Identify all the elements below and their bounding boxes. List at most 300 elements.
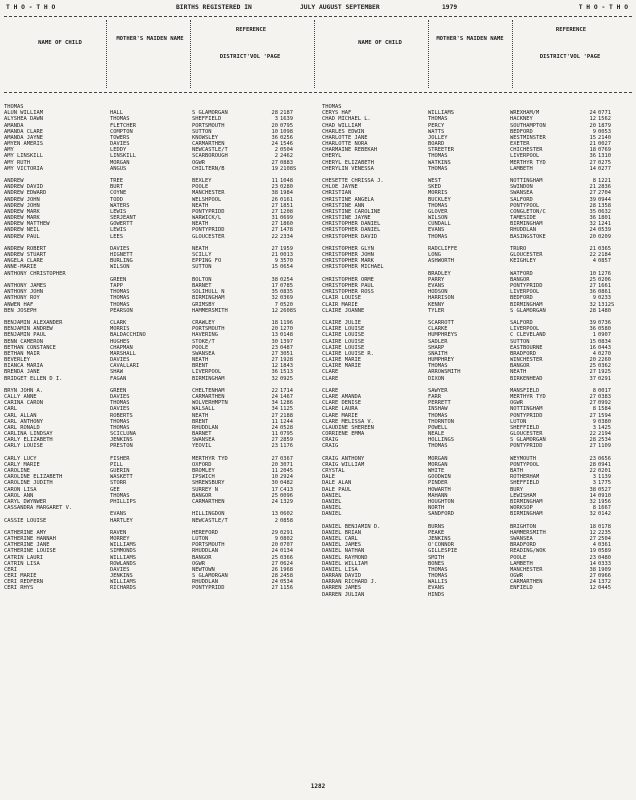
volume: 27 xyxy=(589,536,596,543)
left-district-header: DISTRICT'VOL 'PAGE xyxy=(219,54,281,60)
mother-maiden-name: CLARKE xyxy=(428,326,448,333)
district: SCARBOROUGH xyxy=(192,153,228,160)
child-name: BEN JOSEPH xyxy=(4,307,37,314)
page-ref: 1125 xyxy=(280,406,293,413)
mother-maiden-name: THOMAS xyxy=(110,492,130,499)
child-name: DANIEL RAYMOND xyxy=(322,554,368,561)
volume: 12 xyxy=(589,529,596,536)
child-name: CHRISTINE CAROLINE xyxy=(322,208,381,215)
right-range: T H O - T H O xyxy=(578,4,628,11)
mother-maiden-name: THOMAS xyxy=(428,202,448,209)
mother-maiden-name: PARRY xyxy=(428,276,445,283)
child-name: CLARE xyxy=(322,375,339,382)
page-ref: 0367 xyxy=(280,455,293,462)
district: BIRMINGHAM xyxy=(510,301,543,308)
page-ref: 1851 xyxy=(280,202,293,209)
district: OGWR xyxy=(192,159,205,166)
mother-maiden-name: WHITE xyxy=(428,468,445,475)
page-ref: 0291 xyxy=(598,375,611,382)
child-name: DANIEL JAMES xyxy=(322,542,361,549)
volume: 36 xyxy=(589,153,596,160)
mother-maiden-name: WEST xyxy=(428,178,441,185)
right-reference-header: REFERENCE xyxy=(555,27,587,33)
child-name: ALUN WILLIAM xyxy=(4,110,43,117)
page-ref: 0365 xyxy=(598,245,611,252)
district: NEATH xyxy=(510,369,527,376)
district: CRAWLEY xyxy=(192,320,215,327)
district: CARMARTHEN xyxy=(192,141,225,148)
mother-maiden-name: CHAPMAN xyxy=(110,344,133,351)
page-ref: 2534 xyxy=(598,437,611,444)
child-name: CHRISTINE JAYNE xyxy=(322,215,371,222)
mother-maiden-name: WASKETT xyxy=(110,474,133,481)
mother-maiden-name: COYNE xyxy=(110,190,127,197)
mother-maiden-name: SANDFORD xyxy=(428,511,454,518)
child-name: CLAIR MARIE xyxy=(322,301,358,308)
mother-maiden-name: RADCLIFFE xyxy=(428,245,458,252)
mother-maiden-name: EVANS xyxy=(428,282,445,289)
volume: 14 xyxy=(589,492,596,499)
mother-maiden-name: THOMAS xyxy=(110,424,130,431)
child-name: BENN CAMERON xyxy=(4,338,43,345)
page-ref: 1241 xyxy=(598,221,611,228)
district: OGWR xyxy=(510,400,523,407)
district: BIRMINGHAM xyxy=(510,499,543,505)
child-name: CASSIE LOUISE xyxy=(4,517,47,524)
page-ref: 1329 xyxy=(280,499,293,505)
child-name: DANIEL xyxy=(322,505,342,512)
child-name: ANDREW xyxy=(4,178,24,185)
mother-maiden-name: DAVIES xyxy=(110,406,130,413)
mother-maiden-name: MORGAN xyxy=(428,461,448,468)
volume: 23 xyxy=(589,455,596,462)
mother-maiden-name: THOMAS xyxy=(428,412,448,419)
volume: 29 xyxy=(271,529,278,536)
volume: 27 xyxy=(271,412,278,419)
district: PONTYPOOL xyxy=(510,202,540,209)
right-district-header: DISTRICT'VOL 'PAGE xyxy=(539,54,601,60)
district: IPSWICH xyxy=(192,474,215,481)
mother-maiden-name: BALDACCHINO xyxy=(110,332,146,339)
mother-maiden-name: SIMMONDS xyxy=(110,548,136,555)
page-ref: 1048 xyxy=(280,178,293,185)
district: GLOUCESTER xyxy=(192,233,225,240)
mother-maiden-name: ROBERTS xyxy=(110,412,133,419)
page-ref: 0254 xyxy=(280,276,293,283)
page-ref: 2608S xyxy=(280,307,297,314)
mother-maiden-name: PEARSON xyxy=(110,307,133,314)
volume: 3 xyxy=(592,424,596,431)
volume: 11 xyxy=(271,178,278,185)
volume: 35 xyxy=(271,289,278,296)
district: BIRMINGHAM xyxy=(510,221,543,228)
child-name: CATRIN LAURI xyxy=(4,554,43,561)
mother-maiden-name: ROWLANDS xyxy=(110,560,136,567)
volume: 36 xyxy=(589,326,596,333)
register-title: BIRTHS REGISTERED IN xyxy=(176,4,252,11)
volume: 28 xyxy=(589,202,596,209)
district: EXETER xyxy=(510,141,530,148)
page-ref: 0910 xyxy=(598,492,611,499)
child-name: CHRISTOPHER JOHN xyxy=(322,252,374,259)
header-rule-bottom xyxy=(4,92,632,93)
page-ref: 1928 xyxy=(280,357,293,364)
district: MANCHESTER xyxy=(192,190,225,197)
page-ref: 0233 xyxy=(598,295,611,302)
district: HAVERING xyxy=(192,332,218,339)
volume: 38 xyxy=(589,486,596,493)
child-name: BENJAMIN ALEXANDER xyxy=(4,320,63,327)
page-ref: 0656 xyxy=(598,455,611,462)
page-ref: 0366 xyxy=(280,554,293,561)
page-ref: 3051 xyxy=(280,350,293,357)
district: RHUDDLAN xyxy=(192,424,218,431)
page-ref: 1968 xyxy=(280,566,293,573)
district: BIRMINGHAM xyxy=(192,295,225,302)
right-mother-header: MOTHER'S MAIDEN NAME xyxy=(436,36,504,42)
volume: 27 xyxy=(271,227,278,234)
volume: 27 xyxy=(589,369,596,376)
page-ref: 2462 xyxy=(280,153,293,160)
child-name: CLAIRE JOANNE xyxy=(322,307,365,314)
child-name: CHERYL xyxy=(322,153,342,160)
mother-maiden-name: SCICLUNA xyxy=(110,431,136,438)
child-name: CHRISTINE ANGELA xyxy=(322,196,374,203)
child-name: CHARLOTTE JANE xyxy=(322,134,368,141)
volume: 18 xyxy=(589,147,596,154)
child-name: DANIEL NATHAN xyxy=(322,548,365,555)
district: CHICHESTER xyxy=(510,147,543,154)
child-name: ANDREW MATTHEW xyxy=(4,221,50,228)
volume: 27 xyxy=(589,394,596,401)
child-name: CLAIRE LOUISE R. xyxy=(322,350,374,357)
mother-maiden-name: WATERS xyxy=(110,202,130,209)
district: SURREY N xyxy=(192,486,218,493)
page-ref: 2235 xyxy=(598,529,611,536)
mother-maiden-name: THOMAS xyxy=(428,566,448,573)
page-ref: 0270 xyxy=(598,350,611,357)
page-ref: 1480 xyxy=(598,307,611,314)
mother-maiden-name: HODSON xyxy=(428,289,448,296)
page-ref: 1312S xyxy=(598,301,615,308)
page-ref: 0707 xyxy=(280,542,293,549)
volume: 27 xyxy=(589,412,596,419)
mother-maiden-name: SKED xyxy=(428,184,441,191)
district: WESTMINSTER xyxy=(510,134,546,141)
child-name: ANDREW MARK xyxy=(4,208,40,215)
mother-maiden-name: WILSON xyxy=(428,215,448,222)
mother-maiden-name: HUMPHREY xyxy=(428,357,454,364)
mother-maiden-name: HIGNETT xyxy=(110,252,133,259)
volume: 24 xyxy=(271,394,278,401)
district: RHUDDLAN xyxy=(192,548,218,555)
page-ref: 0178 xyxy=(598,523,611,530)
child-name: CLAIRE LOUISE xyxy=(322,332,365,339)
volume: 32 xyxy=(589,301,596,308)
page-ref: 2188 xyxy=(280,412,293,419)
child-name: BRIDGET ELLEN D I. xyxy=(4,375,63,382)
district: SWANSEA xyxy=(192,437,215,444)
page-ref: 2108S xyxy=(280,165,297,172)
district: WREXHAM/M xyxy=(510,110,540,117)
district: SWANSEA xyxy=(510,190,533,197)
child-name: DARRAN DAVID xyxy=(322,573,361,580)
mother-maiden-name: TOWERS xyxy=(110,134,130,141)
district: LEWISHAM xyxy=(510,492,536,499)
volume: 34 xyxy=(271,400,278,407)
district: BEXLEY xyxy=(192,178,212,185)
volume: 7 xyxy=(274,301,278,308)
district: WELSHPOOL xyxy=(192,196,222,203)
child-name: ANDREW STUART xyxy=(4,252,47,259)
volume: 27 xyxy=(271,221,278,228)
left-mother-header: MOTHER'S MAIDEN NAME xyxy=(116,36,184,42)
volume: 28 xyxy=(271,110,278,117)
district: MANCHESTER xyxy=(510,566,543,573)
mother-maiden-name: THOMAS xyxy=(428,153,448,160)
volume: 23 xyxy=(271,443,278,450)
child-name: CHRISTOPHER DAVID xyxy=(322,233,378,240)
mother-maiden-name: SADLER xyxy=(428,338,448,345)
district: NEWCASTLE/T xyxy=(192,517,228,524)
mother-maiden-name: THOMAS xyxy=(110,295,130,302)
child-name: CERI RHYS xyxy=(4,585,34,592)
mother-maiden-name: MORGAN xyxy=(110,159,130,166)
district: LAMBETH xyxy=(510,560,533,567)
child-name: DANIEL CARL xyxy=(322,536,358,543)
district: SUTTON xyxy=(192,128,212,135)
mother-maiden-name: THOMAS xyxy=(428,116,448,123)
child-name: CARLINA LINDSAY xyxy=(4,431,53,438)
child-name: DARREN JAMES xyxy=(322,585,361,592)
district: GLOUCESTER xyxy=(510,431,543,438)
mother-maiden-name: GREEN xyxy=(110,276,127,283)
volume: 32 xyxy=(271,295,278,302)
mother-maiden-name: DAVIES xyxy=(110,357,130,364)
mother-maiden-name: GUERIN xyxy=(110,468,130,475)
header-rule-top xyxy=(4,16,632,17)
volume: 14 xyxy=(589,560,596,567)
page-ref: 1397 xyxy=(280,338,293,345)
district: S GLAMORGAN xyxy=(192,573,228,580)
volume: 24 xyxy=(589,227,596,234)
child-name: ANDREW PAUL xyxy=(4,233,40,240)
page-ref: 0504 xyxy=(280,147,293,154)
page-ref: 0883 xyxy=(280,159,293,166)
district: EPPING FO xyxy=(192,258,222,265)
left-entries xyxy=(4,104,312,592)
page-ref: 0443 xyxy=(598,344,611,351)
volume: 28 xyxy=(589,461,596,468)
child-name: ANDREW JOHN xyxy=(4,196,40,203)
child-name: CARON LISA xyxy=(4,486,37,493)
page-ref: 0861 xyxy=(598,289,611,296)
volume: 23 xyxy=(589,554,596,561)
mother-maiden-name: WILLIAMS xyxy=(428,110,454,117)
volume: 24 xyxy=(271,548,278,555)
mother-maiden-name: HARTLEY xyxy=(110,517,133,524)
mother-maiden-name: HOWARTH xyxy=(428,486,451,493)
child-name: AMANDA JAYNE xyxy=(4,134,43,141)
volume: 26 xyxy=(271,196,278,203)
district: HEREFORD xyxy=(192,529,218,536)
district: WEYMOUTH xyxy=(510,455,536,462)
child-name: BETHAN MAIR xyxy=(4,350,40,357)
child-name: DANIEL xyxy=(322,499,342,505)
right-name-header: NAME OF CHILD xyxy=(358,40,402,46)
mother-maiden-name: MORRIS xyxy=(110,326,130,333)
mother-maiden-name: HOUGHTON xyxy=(428,499,454,505)
volume: 10 xyxy=(271,474,278,481)
mother-maiden-name: TAPP xyxy=(110,282,123,289)
mother-maiden-name: WILSON xyxy=(110,264,130,271)
district: SWANSEA xyxy=(192,350,215,357)
mother-maiden-name: DAVIES xyxy=(110,245,130,252)
volume: 21 xyxy=(589,184,596,191)
district: BRADFORD xyxy=(510,542,536,549)
child-name: BRENDA JANE xyxy=(4,369,40,376)
volume: 27 xyxy=(589,400,596,407)
district: NEATH xyxy=(192,221,209,228)
child-name: CHARMAINE REBEKAH xyxy=(322,147,378,154)
mother-maiden-name: LONG xyxy=(428,252,441,259)
child-name: CHRISTOPHER PAUL xyxy=(322,282,374,289)
child-name: AMANDA CLARE xyxy=(4,128,43,135)
volume: 9 xyxy=(274,536,278,543)
page-ref: 0795 xyxy=(280,122,293,129)
page-ref: 0361 xyxy=(598,542,611,549)
mother-maiden-name: NEALE xyxy=(428,431,445,438)
page-ref: 0383 xyxy=(598,394,611,401)
district: PONTYPRIDD xyxy=(192,208,225,215)
mother-maiden-name: JENKINS xyxy=(110,573,133,580)
volume: 4 xyxy=(592,350,596,357)
mother-maiden-name: THOMAS xyxy=(428,165,448,172)
volume: 8 xyxy=(592,505,596,512)
child-name: CARL RONALD xyxy=(4,424,40,431)
page-ref: 1310 xyxy=(598,153,611,160)
child-name: CHRISTOPHER ROSS xyxy=(322,289,374,296)
district: RHUDDLAN xyxy=(510,227,536,234)
volume: 19 xyxy=(589,548,596,555)
mother-maiden-name: ANGUS xyxy=(110,165,127,172)
mother-maiden-name: EVANS xyxy=(428,227,445,234)
volume: 15 xyxy=(271,264,278,271)
page-ref: 2334 xyxy=(280,233,293,240)
district: BATH xyxy=(510,468,523,475)
mother-maiden-name: GOWERTT xyxy=(110,221,133,228)
district: BARNET xyxy=(192,282,212,289)
page-ref: 1639 xyxy=(280,116,293,123)
mother-maiden-name: THOMAS xyxy=(428,233,448,240)
page-ref: 1775 xyxy=(598,480,611,487)
volume: 22 xyxy=(589,431,596,438)
page-ref: 1909 xyxy=(598,566,611,573)
page-ref: 0802 xyxy=(280,536,293,543)
mother-maiden-name: WILLIAMS xyxy=(110,542,136,549)
district: NOTTINGHAM xyxy=(510,178,543,185)
volume: 27 xyxy=(271,350,278,357)
child-name: CLARE DENISE xyxy=(322,400,361,407)
district: HAMMERSMITH xyxy=(192,307,228,314)
volume: 18 xyxy=(271,320,278,327)
volume: 27 xyxy=(589,282,596,289)
district: NEATH xyxy=(192,412,209,419)
mother-maiden-name: SNAITH xyxy=(428,350,448,357)
child-name: CERYS HAF xyxy=(322,110,352,117)
district: BANGOR xyxy=(192,554,212,561)
mother-maiden-name: PEAKE xyxy=(428,529,445,536)
district: CARMARTHEN xyxy=(192,394,225,401)
district: BIRMINGHAM xyxy=(192,375,225,382)
child-name: ANDREW ROBERT xyxy=(4,245,47,252)
volume: 27 xyxy=(271,245,278,252)
volume: 25 xyxy=(589,363,596,370)
district: WORKSOP xyxy=(510,505,533,512)
page-ref: 3071 xyxy=(280,461,293,468)
volume: 27 xyxy=(589,159,596,166)
mother-maiden-name: BRADLEY xyxy=(428,270,451,277)
page-ref: 0941 xyxy=(598,461,611,468)
district: NEWTOWN xyxy=(192,566,215,573)
child-name: CLAIRE JULIE xyxy=(322,320,361,327)
child-name: CATHERINE AMY xyxy=(4,529,47,536)
page-ref: 0699 xyxy=(280,215,293,222)
child-name: DANIEL BRIAN xyxy=(322,529,361,536)
page-ref: 1109 xyxy=(598,443,611,450)
volume: 4 xyxy=(592,258,596,265)
child-name: CLAIRE LOUISE xyxy=(322,338,365,345)
volume: 20 xyxy=(589,233,596,240)
district: LIVERPOOL xyxy=(510,326,540,333)
child-name: DANIEL xyxy=(322,511,342,518)
page-ref: 0925 xyxy=(280,375,293,382)
district: PONTYPRIDD xyxy=(192,227,225,234)
child-name: CRAIG xyxy=(322,437,339,444)
volume: 28 xyxy=(589,437,596,444)
child-name: BENJAMIN PAUL xyxy=(4,332,47,339)
district: S GLAMORGAN xyxy=(510,307,546,314)
volume: 27 xyxy=(271,208,278,215)
page-ref: 1562 xyxy=(598,116,611,123)
mother-maiden-name: PHILLIPS xyxy=(110,499,136,505)
volume: 22 xyxy=(589,468,596,475)
mother-maiden-name: COMPTON xyxy=(110,128,133,135)
child-name: BEVERLEY xyxy=(4,357,30,364)
mother-maiden-name: THOMAS xyxy=(428,443,448,450)
child-name: CLARE AMANDA xyxy=(322,394,361,401)
child-name: ANDREW EDWARD xyxy=(4,190,47,197)
child-name: ANDREW MARK xyxy=(4,215,40,222)
child-name: CHESETTE CHRISSA J. xyxy=(322,178,384,185)
mother-maiden-name: BURT xyxy=(110,184,123,191)
mother-maiden-name: LEDDY xyxy=(110,147,127,154)
volume: 30 xyxy=(271,480,278,487)
child-name: CHRISTOPHER MARK xyxy=(322,258,374,265)
volume: 9 xyxy=(592,418,596,425)
mother-maiden-name: LINSKILL xyxy=(110,153,136,160)
child-name: CLARE MELISSA V. xyxy=(322,418,374,425)
district: SHEFFIELD xyxy=(510,424,540,431)
page-ref: 1208 xyxy=(280,208,293,215)
mother-maiden-name: MAHANN xyxy=(428,492,448,499)
child-name: CARL ANTHONY xyxy=(4,418,43,425)
district: PONTYPRIDD xyxy=(510,282,543,289)
volume: 38 xyxy=(589,566,596,573)
child-name: CARL xyxy=(4,406,17,413)
mother-maiden-name: GEE xyxy=(110,486,120,493)
volume: 38 xyxy=(271,190,278,197)
